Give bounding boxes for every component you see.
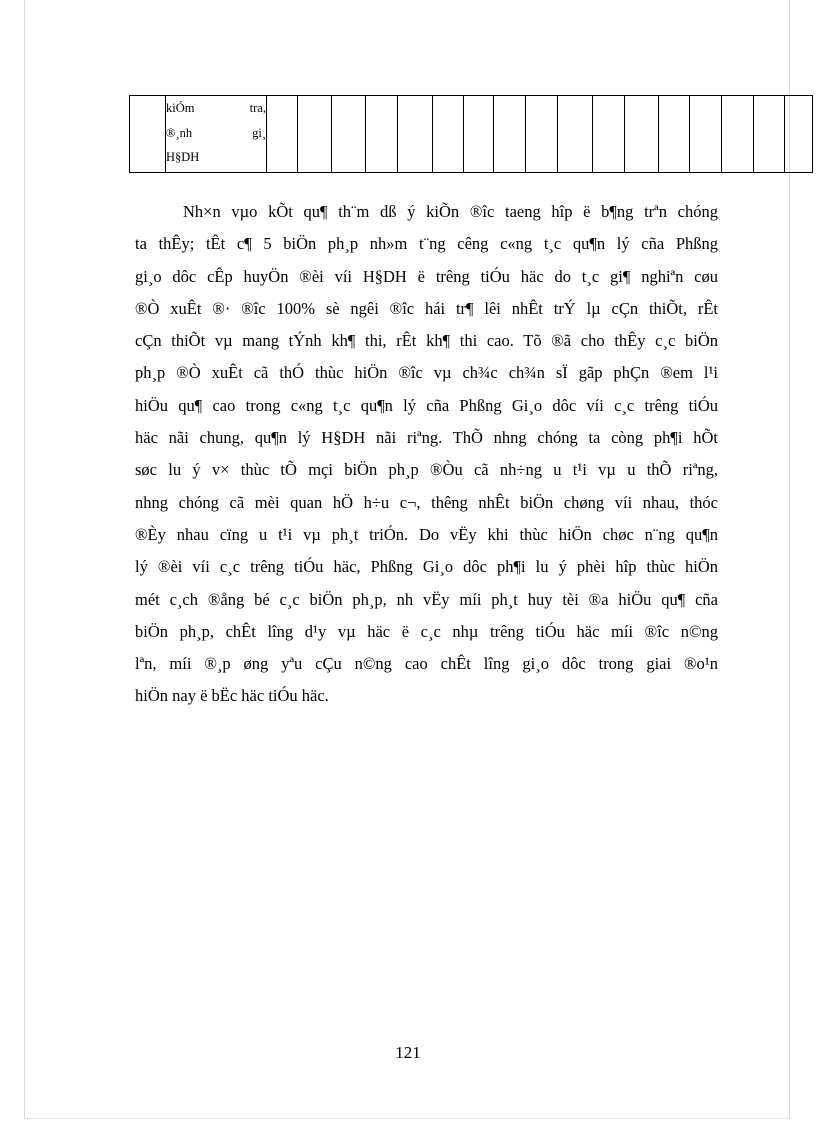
paragraph-line: hiÖu qu¶ cao trong c«ng t¸c qu¶n lý cña Phßng Gi¸o dôc víi c¸c trêng tiÓu <box>135 395 718 415</box>
table-cell <box>298 96 332 173</box>
table-cell-index <box>130 96 166 173</box>
table-cell <box>690 96 722 173</box>
table-cell <box>558 96 593 173</box>
table-cell <box>593 96 625 173</box>
criteria-table-fragment <box>129 95 813 173</box>
table-cell <box>625 96 659 173</box>
body-paragraph <box>135 196 718 713</box>
table-cell <box>366 96 398 173</box>
table-cell <box>332 96 366 173</box>
paragraph-line: Nh×n vµo kÕt qu¶ th¨m dß ý kiÕn ®îc taeng hîp ë b¶ng trªn chóng <box>183 202 718 221</box>
paragraph-line: biÖn ph¸p, chÊt lîng d¹y vµ häc ë c¸c nhµ trêng tiÓu häc míi ®îc n©ng <box>135 621 718 641</box>
table-cell <box>722 96 754 173</box>
page-number: 121 <box>395 1043 421 1062</box>
table-cell <box>659 96 690 173</box>
description-line: kiÓm tra, <box>166 101 266 115</box>
table-cell <box>494 96 526 173</box>
paragraph-line: nhng chóng cã mèi quan hÖ h÷u c¬, thêng nhÊt biÖn chøng víi nhau, thóc <box>135 492 718 512</box>
paragraph-line: ph¸p ®Ò xuÊt cã thÓ thùc hiÖn ®îc vµ ch¾c ch¾n sÏ gãp phÇn ®em l¹i <box>135 363 718 383</box>
description-line: ®¸nh gi¸ <box>166 125 266 140</box>
table-cell <box>433 96 464 173</box>
paragraph-line: mét c¸ch ®ång bé c¸c biÖn ph¸p, nh vËy míi ph¸t huy tèi ®a hiÖu qu¶ cña <box>135 589 718 609</box>
table-cell-description <box>166 96 267 173</box>
paragraph-line: ta thÊy; tÊt c¶ 5 biÖn ph¸p nh»m t¨ng cêng c«ng t¸c qu¶n lý cña Phßng <box>135 234 718 254</box>
description-line: H§DH <box>166 150 200 164</box>
table-cell <box>526 96 558 173</box>
paragraph-line: cÇn thiÕt vµ mang tÝnh kh¶ thi, rÊt kh¶ thi cao. Tõ ®ã cho thÊy c¸c biÖn <box>135 331 718 351</box>
paragraph-line: lªn, míi ®¸p øng yªu cÇu n©ng cao chÊt lîng gi¸o dôc trong giai ®o¹n <box>135 654 718 674</box>
table-cell <box>464 96 494 173</box>
paragraph-line: søc lu ý v× thùc tÕ mçi biÖn ph¸p ®Òu cã nh÷ng u t¹i vµ u thÕ riªng, <box>135 460 718 480</box>
table-row <box>130 96 813 173</box>
paragraph-line: ®Ò xuÊt ®· ®îc 100% sè ngêi ®îc hái tr¶ lêi nhÊt trÝ lµ cÇn thiÕt, rÊt <box>135 298 718 318</box>
table-cell <box>267 96 298 173</box>
table-cell <box>754 96 785 173</box>
table-cell <box>398 96 433 173</box>
paragraph-line: ®Èy nhau cïng u t¹i vµ ph¸t triÓn. Do vËy khi thùc hiÖn chøc n¨ng qu¶n <box>135 524 718 544</box>
paragraph-line: gi¸o dôc cÊp huyÖn ®èi víi H§DH ë trêng tiÓu häc do t¸c gi¶ nghiªn cøu <box>135 266 718 286</box>
paragraph-line: häc nãi chung, qu¶n lý H§DH nãi riªng. ThÕ nhng chóng ta còng ph¶i hÕt <box>135 428 718 448</box>
paragraph-line: hiÖn nay ë bËc häc tiÓu häc. <box>135 686 329 706</box>
page-bottom-edge <box>24 1118 790 1119</box>
paragraph-line: lý ®èi víi c¸c trêng tiÓu häc, Phßng Gi¸o dôc ph¶i lu ý phèi hîp thùc hiÖn <box>135 557 718 577</box>
table-cell <box>785 96 813 173</box>
